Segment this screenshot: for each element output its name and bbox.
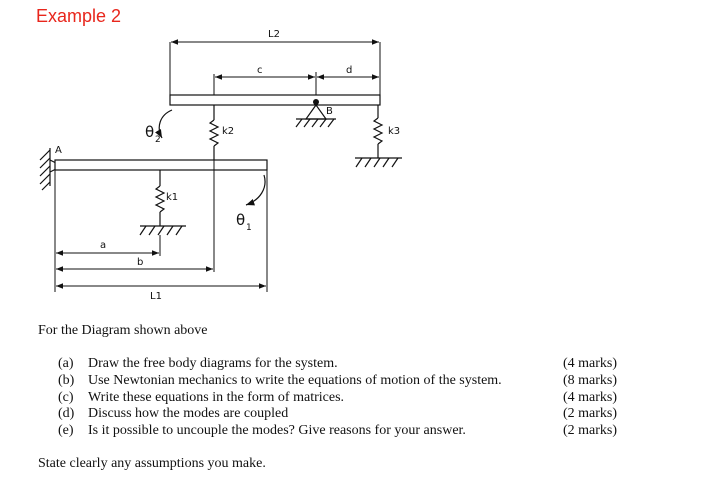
upper-beam [170, 95, 380, 105]
label-l1: L1 [150, 291, 162, 302]
closing-text: State clearly any assumptions you make. [38, 456, 266, 471]
label-a-pivot: A [55, 145, 62, 156]
question-label: (c) [58, 389, 74, 405]
rotation-arrow-theta1 [246, 175, 265, 205]
question-marks: (4 marks) [563, 389, 618, 405]
question-text: Use Newtonian mechanics to write the equations of motion of the system. [88, 372, 502, 388]
label-c: c [257, 65, 263, 76]
question-text: Write these equations in the form of matrices. [88, 389, 345, 405]
question-label: (e) [58, 423, 74, 439]
question-item [58, 356, 558, 373]
label-d: d [346, 65, 353, 76]
theta2-symbol: θ [145, 123, 155, 141]
label-k2: k2 [222, 126, 235, 137]
theta2-subscript: 2 [155, 135, 161, 145]
question-marks: (4 marks) [563, 356, 618, 371]
label-a: a [100, 240, 107, 251]
label-l2: L2 [268, 29, 280, 40]
spring-k2 [210, 105, 218, 160]
question-text: Draw the free body diagrams for the system. [88, 356, 338, 371]
dimension-c-d [214, 72, 379, 95]
question-label: (d) [58, 406, 75, 422]
question-marks: (2 marks) [563, 423, 618, 439]
spring-k1 [140, 170, 186, 235]
question-label: (b) [58, 372, 75, 388]
marks-list [563, 356, 617, 440]
label-k3: k3 [388, 126, 401, 137]
question-list [58, 356, 558, 440]
lower-beam [55, 160, 267, 170]
theta1-symbol: θ [236, 211, 246, 229]
question-item [58, 373, 558, 390]
question-label: (a) [58, 356, 74, 371]
example-title: Example 2 [36, 6, 122, 26]
question-item [58, 406, 558, 423]
question-item [58, 423, 558, 440]
label-b-pivot: B [326, 106, 333, 117]
question-text: Discuss how the modes are coupled [88, 406, 289, 422]
question-text: Is it possible to uncouple the modes? Give reasons for your answer. [88, 423, 466, 439]
label-b: b [137, 257, 144, 268]
question-marks: (8 marks) [563, 372, 618, 388]
intro-text: For the Diagram shown above [38, 323, 208, 338]
pivot-b [313, 99, 319, 105]
label-k1: k1 [166, 192, 179, 203]
question-marks: (2 marks) [563, 406, 618, 422]
rotation-arrow-theta2 [159, 110, 172, 138]
question-item [58, 390, 558, 407]
theta1-subscript: 1 [246, 223, 252, 233]
